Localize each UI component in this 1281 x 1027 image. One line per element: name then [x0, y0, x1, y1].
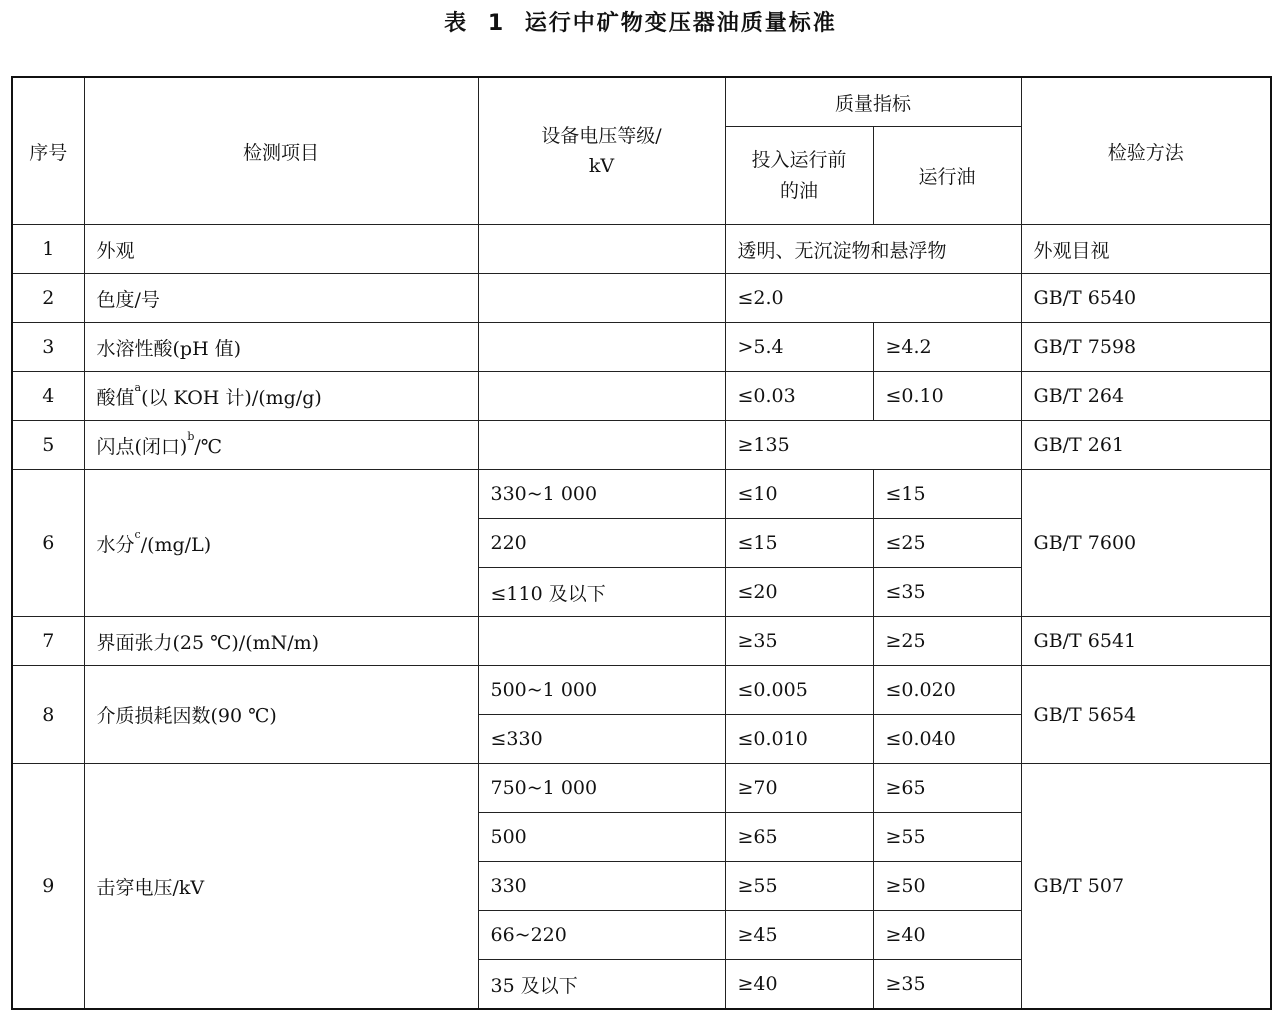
cell-merged-value: ≥135	[725, 421, 1021, 470]
item-text-suffix: /℃	[194, 435, 223, 458]
table-row	[12, 421, 1271, 470]
cell-voltage	[478, 225, 725, 274]
cell-before: ≤20	[725, 568, 873, 617]
table-row	[12, 372, 1271, 421]
quality-standard-table	[11, 76, 1272, 1010]
cell-seq: 4	[12, 372, 84, 421]
cell-method: GB/T 264	[1021, 372, 1271, 421]
cell-before: >5.4	[725, 323, 873, 372]
cell-voltage: 500	[478, 813, 725, 862]
cell-voltage: 66~220	[478, 911, 725, 960]
cell-running: ≤15	[873, 470, 1021, 519]
cell-voltage: 35 及以下	[478, 960, 725, 1010]
cell-seq: 2	[12, 274, 84, 323]
table-row	[12, 617, 1271, 666]
footnote-mark: b	[187, 429, 195, 443]
header-voltage-line1: 设备电压等级/	[541, 124, 662, 147]
cell-voltage: 500~1 000	[478, 666, 725, 715]
cell-voltage	[478, 274, 725, 323]
cell-item: 击穿电压/kV	[84, 764, 478, 1010]
item-text-suffix: (以 KOH 计)/(mg/g)	[141, 386, 322, 409]
cell-seq: 1	[12, 225, 84, 274]
cell-running: ≥4.2	[873, 323, 1021, 372]
cell-method: GB/T 7598	[1021, 323, 1271, 372]
item-text: 酸值	[96, 386, 135, 409]
cell-voltage: 330~1 000	[478, 470, 725, 519]
cell-before: ≥55	[725, 862, 873, 911]
cell-seq: 8	[12, 666, 84, 764]
cell-running: ≥40	[873, 911, 1021, 960]
cell-before: ≤0.03	[725, 372, 873, 421]
cell-running: ≤35	[873, 568, 1021, 617]
cell-voltage: ≤330	[478, 715, 725, 764]
header-seq: 序号	[12, 77, 84, 225]
cell-running: ≥35	[873, 960, 1021, 1010]
table-row	[12, 666, 1271, 715]
cell-item: 色度/号	[84, 274, 478, 323]
cell-running: ≥65	[873, 764, 1021, 813]
cell-before: ≤15	[725, 519, 873, 568]
cell-seq: 7	[12, 617, 84, 666]
cell-method: GB/T 6540	[1021, 274, 1271, 323]
cell-seq: 3	[12, 323, 84, 372]
table-row	[12, 225, 1271, 274]
footnote-mark: c	[134, 527, 141, 541]
table-row	[12, 274, 1271, 323]
cell-merged-value: ≤2.0	[725, 274, 1021, 323]
cell-method: GB/T 261	[1021, 421, 1271, 470]
header-running: 运行油	[873, 127, 1021, 225]
cell-running: ≤0.020	[873, 666, 1021, 715]
cell-item	[84, 372, 478, 421]
cell-seq: 9	[12, 764, 84, 1010]
header-quality: 质量指标	[725, 77, 1021, 127]
cell-voltage	[478, 617, 725, 666]
header-before-line1: 投入运行前	[751, 149, 847, 172]
cell-running: ≥25	[873, 617, 1021, 666]
cell-before: ≤10	[725, 470, 873, 519]
header-voltage-line2: kV	[588, 155, 615, 177]
cell-item	[84, 470, 478, 617]
cell-voltage	[478, 421, 725, 470]
cell-running: ≤25	[873, 519, 1021, 568]
cell-before: ≥40	[725, 960, 873, 1010]
cell-voltage: 220	[478, 519, 725, 568]
cell-item: 界面张力(25 ℃)/(mN/m)	[84, 617, 478, 666]
cell-before: ≥65	[725, 813, 873, 862]
cell-seq: 5	[12, 421, 84, 470]
cell-method: GB/T 7600	[1021, 470, 1271, 617]
header-voltage	[478, 77, 725, 225]
item-text: 闪点(闭口)	[96, 435, 188, 458]
table-row	[12, 470, 1271, 519]
header-item	[84, 77, 478, 225]
cell-item: 水溶性酸(pH 值)	[84, 323, 478, 372]
header-before-line2: 的油	[779, 179, 818, 202]
cell-running: ≥55	[873, 813, 1021, 862]
header-item-label: 检测项目	[242, 141, 319, 164]
item-text: 水分	[96, 533, 135, 556]
cell-running: ≤0.10	[873, 372, 1021, 421]
header-row	[12, 77, 1271, 127]
cell-voltage	[478, 372, 725, 421]
cell-method: GB/T 5654	[1021, 666, 1271, 764]
table-row	[12, 764, 1271, 813]
cell-method: GB/T 507	[1021, 764, 1271, 1010]
cell-before: ≤0.005	[725, 666, 873, 715]
cell-method: GB/T 6541	[1021, 617, 1271, 666]
cell-before: ≥70	[725, 764, 873, 813]
cell-item: 外观	[84, 225, 478, 274]
cell-voltage	[478, 323, 725, 372]
cell-item	[84, 421, 478, 470]
cell-running: ≤0.040	[873, 715, 1021, 764]
header-before	[725, 127, 873, 225]
table-row	[12, 323, 1271, 372]
cell-merged-value: 透明、无沉淀物和悬浮物	[725, 225, 1021, 274]
footnote-mark: a	[134, 380, 142, 394]
cell-before: ≥45	[725, 911, 873, 960]
header-method: 检验方法	[1021, 77, 1271, 225]
cell-method: 外观目视	[1021, 225, 1271, 274]
table-title: 表 1 运行中矿物变压器油质量标准	[444, 11, 837, 36]
cell-seq: 6	[12, 470, 84, 617]
item-text-suffix: /(mg/L)	[140, 533, 212, 556]
cell-voltage: 330	[478, 862, 725, 911]
cell-before: ≥35	[725, 617, 873, 666]
cell-running: ≥50	[873, 862, 1021, 911]
cell-voltage: 750~1 000	[478, 764, 725, 813]
cell-voltage: ≤110 及以下	[478, 568, 725, 617]
cell-item: 介质损耗因数(90 ℃)	[84, 666, 478, 764]
cell-before: ≤0.010	[725, 715, 873, 764]
